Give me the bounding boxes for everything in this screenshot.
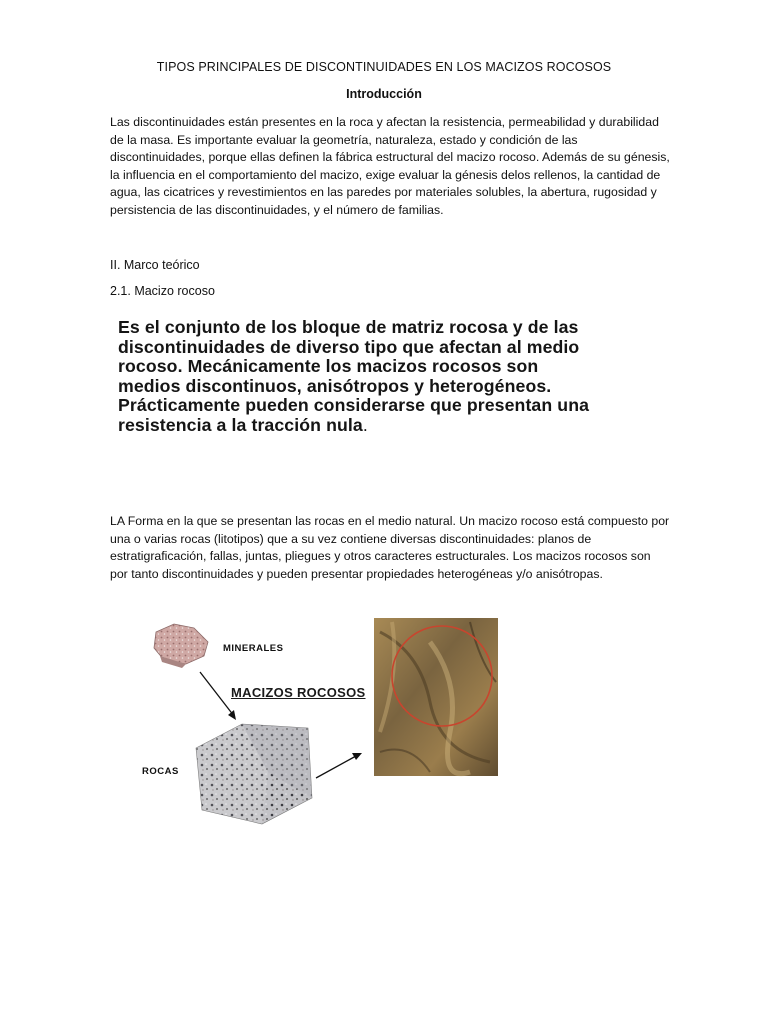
granite-block-icon: [196, 724, 312, 824]
arrow-icon: [316, 753, 362, 778]
subsection-heading: 2.1. Macizo rocoso: [110, 284, 215, 298]
section-heading: II. Marco teórico: [110, 258, 200, 272]
body-paragraph: LA Forma en la que se presentan las rocas en el medio natural. Un macizo rocoso está compuesto por una o varias rocas (litotipos) que a su vez contiene diversas discontinuidades: planos de estratigraficación, fallas, juntas, pliegues y otros caracteres estructurales. Los macizos rocosos son por tanto discontinuidades y pueden presentar propiedades heterogéneas y/o anisótropas.: [110, 514, 670, 581]
quote-end: .: [362, 414, 368, 435]
rock-outcrop-photo: [374, 618, 498, 776]
section-subtitle: Introducción: [346, 87, 422, 101]
figure-illustration: [130, 612, 510, 832]
definition-quote: [118, 318, 598, 436]
rock-hierarchy-figure: [130, 612, 510, 832]
label-rocas: ROCAS: [142, 766, 179, 777]
quote-text: Es el conjunto de los bloque de matriz rocosa y de las discontinuidades de diverso tipo que afectan al medio rocoso. Mecánicamente los macizos rocosos son medios discontinuos, anisótropos y heterogéneos. Prácticamente pueden considerarse que presentan una resistencia a la tracción nula: [118, 317, 590, 435]
label-minerales: MINERALES: [223, 643, 284, 654]
label-macizos-rocosos: MACIZOS ROCOSOS: [231, 685, 366, 700]
intro-paragraph: Las discontinuidades están presentes en la roca y afectan la resistencia, permeabilidad y durabilidad de la masa. Es importante evaluar la geometría, naturaleza, estado y condición de las discontinuidades, porque ellas definen la fábrica estructural del macizo rocoso. Además de su génesis, la influencia en el comportamiento del macizo, exige evaluar la génesis delos rellenos, la cantidad de agua, las cicatrices y revestimientos en las paredes por materiales solubles, la abertura, rugosidad y persistencia de las discontinuidades, y el número de familias.: [110, 115, 670, 217]
document-title: TIPOS PRINCIPALES DE DISCONTINUIDADES EN LOS MACIZOS ROCOSOS: [156, 60, 612, 74]
mineral-sample-icon: [154, 624, 208, 668]
